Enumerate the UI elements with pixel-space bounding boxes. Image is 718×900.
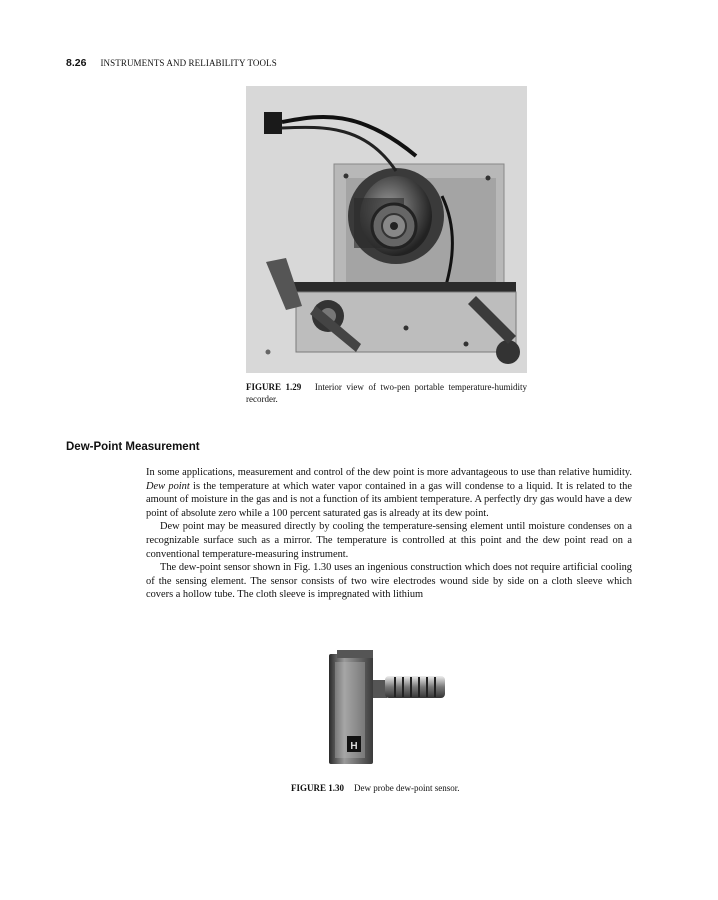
figure-1-29-caption-text: Interior view of two-pen portable temperature-humidity recorder. xyxy=(246,382,528,404)
body-text xyxy=(146,466,632,602)
paragraph-1 xyxy=(146,466,632,520)
paragraph-1-part-a: In some applications, measurement and control of the dew point is more advantageous to use than relative humidity. xyxy=(146,467,632,478)
figure-1-30-label: FIGURE 1.30 xyxy=(291,783,345,793)
section-heading: Dew-Point Measurement xyxy=(66,441,200,453)
running-header xyxy=(66,53,626,67)
paragraph-1-part-b: is the temperature at which water vapor contained in a gas will condense to a liquid. It is related to the amount of moisture in the gas and is not a function of its ambient temperature. A perfectly dry gas would have a dew point of absolute zero while a 100 percent saturated gas is already at its dew point. xyxy=(146,480,632,519)
manufacturer-logo-letter: H xyxy=(350,741,358,752)
figure-1-30-photo xyxy=(327,650,447,766)
running-title: INSTRUMENTS AND RELIABILITY TOOLS xyxy=(100,58,277,68)
figure-1-29-caption xyxy=(246,381,527,405)
dew-point-term: Dew point xyxy=(146,480,190,492)
figure-1-30-caption-text: Dew probe dew-point sensor. xyxy=(354,783,460,793)
paragraph-2: Dew point may be measured directly by cooling the temperature-sensing element until moisture condenses on a recognizable surface such as a mirror. The temperature is controlled at this point and the dew point read on a conventional temperature-measuring instrument. xyxy=(146,521,632,560)
figure-1-29-label: FIGURE 1.29 xyxy=(246,382,302,392)
page-number: 8.26 xyxy=(66,57,87,69)
figure-1-29-photo xyxy=(246,86,527,373)
paragraph-3: The dew-point sensor shown in Fig. 1.30 uses an ingenious construction which does not require artificial cooling of the sensing element. The sensor consists of two wire electrodes wound side by side on a cloth sleeve which covers a hollow tube. The cloth sleeve is impregnated with lithium xyxy=(146,562,632,601)
figure-1-30-caption xyxy=(291,783,551,793)
